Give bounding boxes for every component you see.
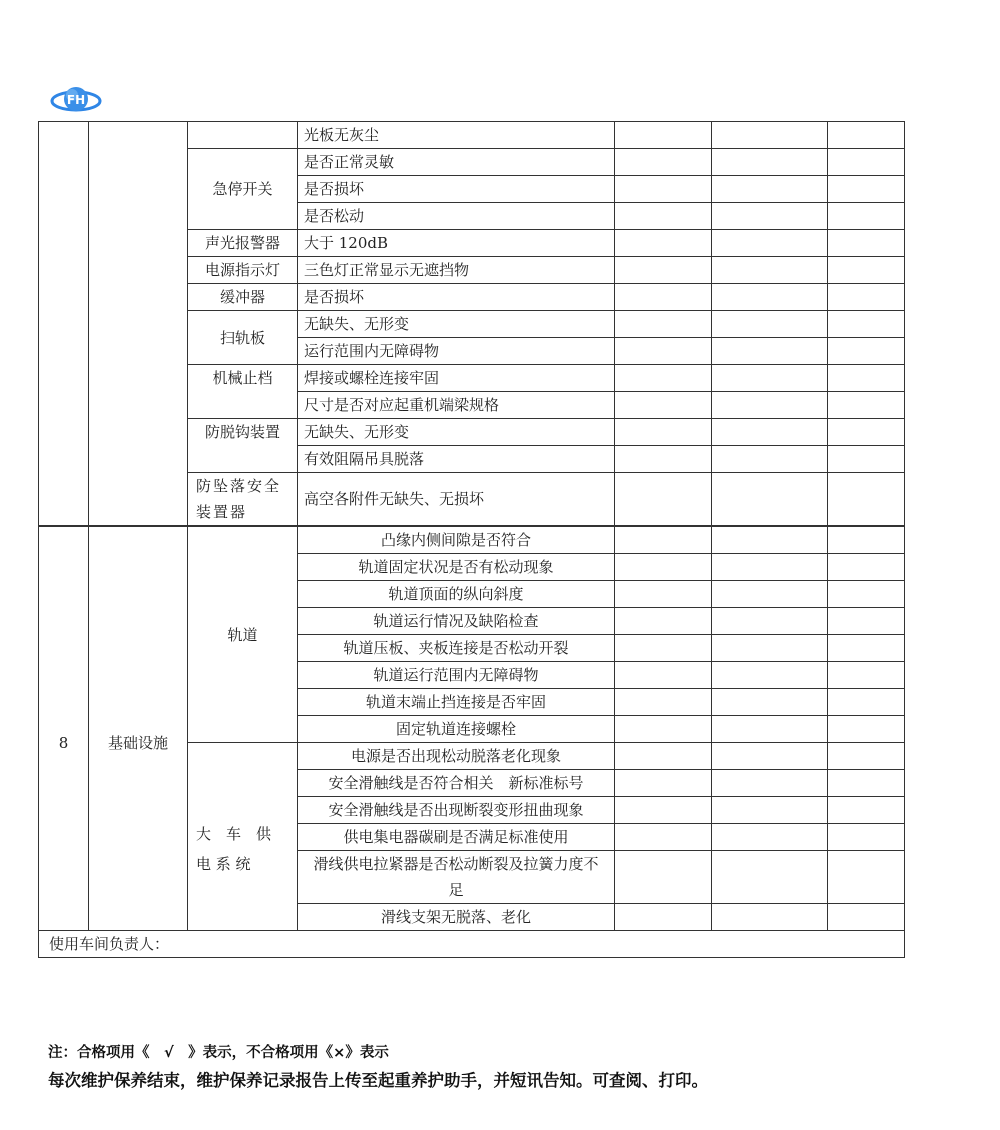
check-cell: 供电集电器碳刷是否满足标准使用 (298, 824, 615, 851)
sign-cell[interactable] (828, 824, 905, 851)
svg-text:FH: FH (66, 93, 86, 107)
sign-cell[interactable] (828, 338, 905, 365)
check-cell: 轨道运行情况及缺陷检查 (298, 608, 615, 635)
remark-cell[interactable] (712, 743, 828, 770)
result-cell[interactable] (615, 581, 712, 608)
check-cell: 凸缘内侧间隙是否符合 (298, 527, 615, 554)
sign-cell[interactable] (828, 797, 905, 824)
result-cell[interactable] (615, 284, 712, 311)
item-cell: 声光报警器 (188, 230, 298, 257)
sign-cell[interactable] (828, 581, 905, 608)
result-cell[interactable] (615, 608, 712, 635)
remark-cell[interactable] (712, 149, 828, 176)
result-cell[interactable] (615, 176, 712, 203)
result-cell[interactable] (615, 311, 712, 338)
remark-cell[interactable] (712, 554, 828, 581)
item-cell: 扫轨板 (188, 311, 298, 365)
item-label-line1: 大 车 供 (196, 825, 272, 843)
result-cell[interactable] (615, 527, 712, 554)
sign-cell[interactable] (828, 689, 905, 716)
check-cell: 轨道末端止挡连接是否牢固 (298, 689, 615, 716)
result-cell[interactable] (615, 257, 712, 284)
sign-cell[interactable] (828, 608, 905, 635)
sign-cell[interactable] (828, 554, 905, 581)
result-cell[interactable] (615, 230, 712, 257)
check-cell: 滑线支架无脱落、老化 (298, 904, 615, 931)
result-cell[interactable] (615, 797, 712, 824)
result-cell[interactable] (615, 122, 712, 149)
result-cell[interactable] (615, 716, 712, 743)
remark-cell[interactable] (712, 176, 828, 203)
check-cell: 滑线供电拉紧器是否松动断裂及拉簧力度不足 (298, 851, 615, 904)
check-cell: 无缺失、无形变 (298, 311, 615, 338)
company-logo-icon (50, 84, 102, 116)
legend-note: 注：合格项用《 √ 》表示，不合格项用《×》表示 (48, 1045, 389, 1061)
item-cell: 机械止档 (188, 365, 298, 419)
remark-cell[interactable] (712, 338, 828, 365)
result-cell[interactable] (615, 338, 712, 365)
item-cell: 轨道 (188, 527, 298, 743)
remark-cell[interactable] (712, 824, 828, 851)
item-cell: 电源指示灯 (188, 257, 298, 284)
check-cell: 高空各附件无缺失、无损坏 (298, 473, 615, 526)
result-cell[interactable] (615, 203, 712, 230)
item-cell: 缓冲器 (188, 284, 298, 311)
result-cell[interactable] (615, 851, 712, 904)
check-cell: 尺寸是否对应起重机端梁规格 (298, 392, 615, 419)
result-cell[interactable] (615, 743, 712, 770)
remark-cell[interactable] (712, 716, 828, 743)
sign-cell[interactable] (828, 392, 905, 419)
table-row (39, 931, 905, 958)
remark-cell[interactable] (712, 581, 828, 608)
sign-cell[interactable] (828, 419, 905, 446)
result-cell[interactable] (615, 635, 712, 662)
number-cell-empty (39, 122, 89, 526)
sign-cell[interactable] (828, 122, 905, 149)
check-cell: 是否损坏 (298, 284, 615, 311)
check-cell: 有效阻隔吊具脱落 (298, 446, 615, 473)
sign-cell[interactable] (828, 176, 905, 203)
remark-cell[interactable] (712, 527, 828, 554)
remark-cell[interactable] (712, 257, 828, 284)
check-cell: 轨道压板、夹板连接是否松动开裂 (298, 635, 615, 662)
check-cell: 是否损坏 (298, 176, 615, 203)
workshop-manager-label: 使用车间负责人： (49, 935, 170, 953)
result-cell[interactable] (615, 473, 712, 526)
check-cell: 安全滑触线是否出现断裂变形扭曲现象 (298, 797, 615, 824)
check-cell: 三色灯正常显示无遮挡物 (298, 257, 615, 284)
check-cell: 轨道运行范围内无障碍物 (298, 662, 615, 689)
remark-cell[interactable] (712, 608, 828, 635)
remark-cell[interactable] (712, 473, 828, 526)
remark-cell[interactable] (712, 635, 828, 662)
result-cell[interactable] (615, 149, 712, 176)
remark-cell[interactable] (712, 851, 828, 904)
remark-cell[interactable] (712, 446, 828, 473)
section-8-table (38, 526, 905, 958)
sign-cell[interactable] (828, 743, 905, 770)
result-cell[interactable] (615, 392, 712, 419)
sign-cell[interactable] (828, 311, 905, 338)
check-cell: 光板无灰尘 (298, 122, 615, 149)
remark-cell[interactable] (712, 392, 828, 419)
sign-cell[interactable] (828, 230, 905, 257)
sign-cell[interactable] (828, 473, 905, 526)
section-category: 基础设施 (89, 527, 188, 931)
check-cell: 安全滑触线是否符合相关 新标准标号 (298, 770, 615, 797)
sign-cell[interactable] (828, 446, 905, 473)
item-cell: 防脱钩装置 (188, 419, 298, 473)
result-cell[interactable] (615, 365, 712, 392)
result-cell[interactable] (615, 419, 712, 446)
sign-cell[interactable] (828, 527, 905, 554)
remark-cell[interactable] (712, 662, 828, 689)
check-cell: 焊接或螺栓连接牢固 (298, 365, 615, 392)
sign-cell[interactable] (828, 284, 905, 311)
sign-cell[interactable] (828, 257, 905, 284)
remark-cell[interactable] (712, 797, 828, 824)
sign-cell[interactable] (828, 770, 905, 797)
table-row (39, 527, 905, 554)
category-cell-empty (89, 122, 188, 526)
item-label-line2: 电 系 统 (196, 855, 251, 873)
sign-cell[interactable] (828, 662, 905, 689)
remark-cell[interactable] (712, 770, 828, 797)
item-cell-power-system (188, 743, 298, 931)
check-cell: 固定轨道连接螺栓 (298, 716, 615, 743)
table-row (39, 122, 905, 149)
sign-cell[interactable] (828, 203, 905, 230)
remark-cell[interactable] (712, 122, 828, 149)
sign-cell[interactable] (828, 149, 905, 176)
item-cell: 防坠落安全装置器 (188, 473, 298, 526)
check-cell: 轨道固定状况是否有松动现象 (298, 554, 615, 581)
item-cell: 急停开关 (188, 149, 298, 230)
workshop-manager-field[interactable] (39, 931, 905, 958)
result-cell[interactable] (615, 689, 712, 716)
remark-cell[interactable] (712, 419, 828, 446)
result-cell[interactable] (615, 824, 712, 851)
sign-cell[interactable] (828, 851, 905, 904)
result-cell[interactable] (615, 770, 712, 797)
check-cell: 是否正常灵敏 (298, 149, 615, 176)
check-cell: 大于 120dB (298, 230, 615, 257)
upload-note: 每次维护保养结束，维护保养记录报告上传至起重养护助手，并短讯告知。可查阅、打印。 (48, 1071, 708, 1090)
sign-cell[interactable] (828, 365, 905, 392)
result-cell[interactable] (615, 662, 712, 689)
remark-cell[interactable] (712, 904, 828, 931)
inspection-table (38, 121, 905, 526)
sign-cell[interactable] (828, 904, 905, 931)
check-cell: 是否松动 (298, 203, 615, 230)
remark-cell[interactable] (712, 203, 828, 230)
remark-cell[interactable] (712, 365, 828, 392)
check-cell: 电源是否出现松动脱落老化现象 (298, 743, 615, 770)
result-cell[interactable] (615, 446, 712, 473)
remark-cell[interactable] (712, 230, 828, 257)
result-cell[interactable] (615, 904, 712, 931)
check-cell: 运行范围内无障碍物 (298, 338, 615, 365)
item-cell (188, 122, 298, 149)
check-cell: 轨道顶面的纵向斜度 (298, 581, 615, 608)
result-cell[interactable] (615, 554, 712, 581)
remark-cell[interactable] (712, 284, 828, 311)
check-cell: 无缺失、无形变 (298, 419, 615, 446)
remark-cell[interactable] (712, 689, 828, 716)
section-number: 8 (39, 527, 89, 931)
remark-cell[interactable] (712, 311, 828, 338)
sign-cell[interactable] (828, 635, 905, 662)
sign-cell[interactable] (828, 716, 905, 743)
